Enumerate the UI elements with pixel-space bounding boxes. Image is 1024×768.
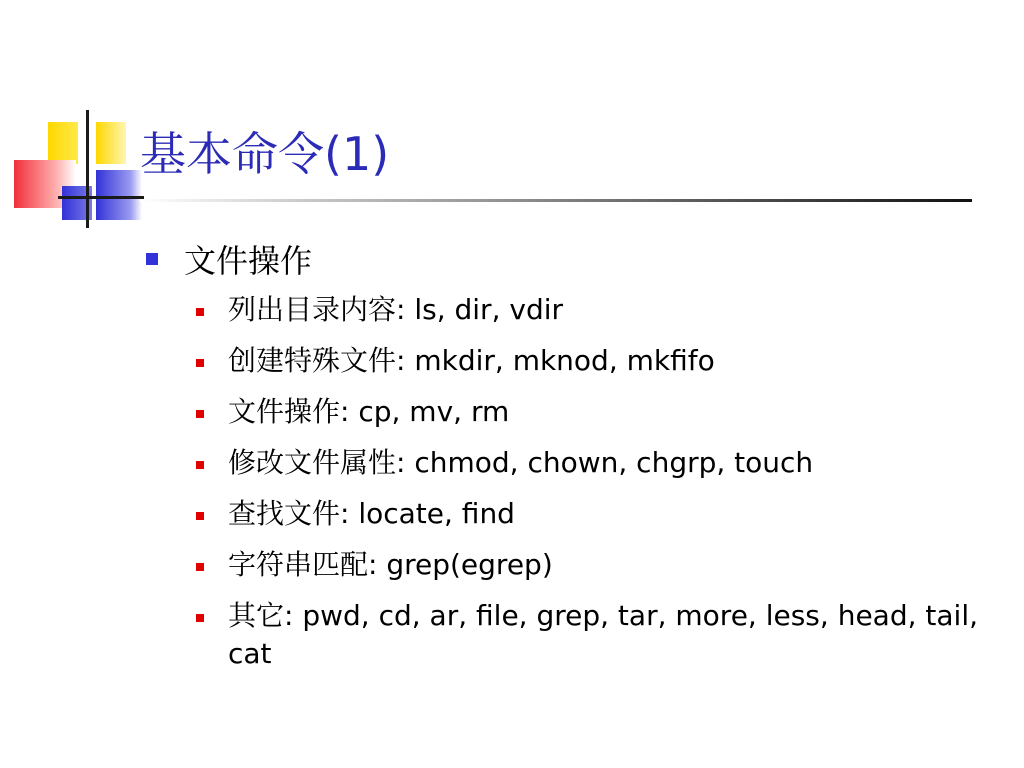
deco-blue-square [96, 170, 142, 220]
deco-yellow-square [48, 122, 78, 164]
list-item [196, 549, 996, 600]
square-bullet-icon [146, 253, 158, 265]
square-bullet-icon [196, 614, 204, 622]
list-item-text: 其它: pwd, cd, ar, file, grep, tar, more, less, head, tail, cat [228, 599, 978, 670]
square-bullet-icon [196, 410, 204, 418]
list-item-text: 字符串匹配: grep(egrep) [228, 548, 553, 581]
list-item [196, 345, 996, 396]
square-bullet-icon [196, 308, 204, 316]
section-heading: 文件操作 [184, 242, 313, 280]
square-bullet-icon [196, 461, 204, 469]
list-item [196, 294, 996, 345]
deco-vertical-line [86, 110, 89, 228]
deco-yellow-square [96, 122, 126, 164]
command-list [196, 294, 996, 690]
square-bullet-icon [196, 512, 204, 520]
list-item [196, 600, 996, 690]
title-underline [140, 199, 972, 202]
list-item [196, 447, 996, 498]
list-item-text: 修改文件属性: chmod, chown, chgrp, touch [228, 446, 814, 479]
list-item [196, 498, 996, 549]
square-bullet-icon [196, 563, 204, 571]
deco-horizontal-line [58, 196, 144, 199]
list-item [196, 396, 996, 447]
list-item-text: 文件操作: cp, mv, rm [228, 395, 510, 428]
list-item-text: 列出目录内容: ls, dir, vdir [228, 293, 564, 326]
square-bullet-icon [196, 359, 204, 367]
bullet-level1 [146, 236, 312, 282]
slide-title: 基本命令(1) [140, 127, 390, 181]
list-item-text: 创建特殊文件: mkdir, mknod, mkfifo [228, 344, 715, 377]
list-item-text: 查找文件: locate, find [228, 497, 515, 530]
